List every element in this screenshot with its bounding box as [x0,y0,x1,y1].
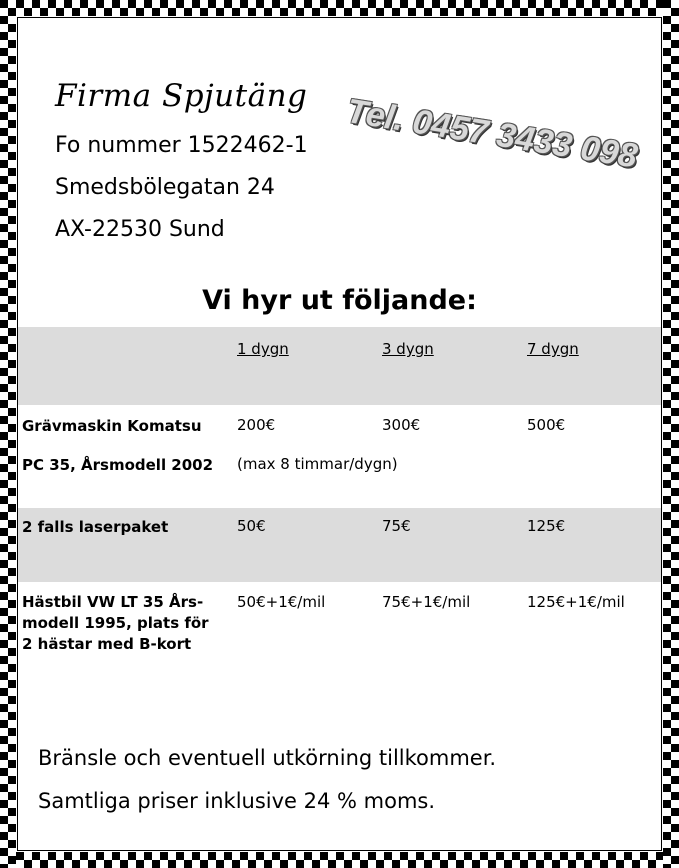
header-band [18,327,661,405]
price-cell: 200€ [237,416,276,434]
checkered-border-top [0,0,679,16]
checkered-border-right [663,0,679,868]
price-cell: 75€ [382,517,411,535]
phone-number: Tel. 0457 3433 098 [344,92,641,176]
checkered-border-left [0,0,16,868]
row-sublabel-excavator: PC 35, Årsmodell 2002 [22,456,214,474]
row-label-laser: 2 falls laserpaket [22,518,169,536]
footer-note-fuel: Bränsle och eventuell utkörning tillkommer. [38,746,497,770]
price-cell: 300€ [382,416,421,434]
page-heading: Vi hyr ut följande: [202,285,477,316]
price-cell: 125€+1€/mil [527,593,625,611]
org-number: Fo nummer 1522462-1 [55,133,308,158]
row-label-excavator: Grävmaskin Komatsu [22,417,202,435]
checkered-border-bottom [0,852,679,868]
price-cell: 50€ [237,517,266,535]
street-address: Smedsbölegatan 24 [55,175,275,200]
label-line: Hästbil VW LT 35 Års- [22,593,204,611]
price-cell: 500€ [527,416,566,434]
label-line: 2 hästar med B-kort [22,635,192,653]
postal-address: AX-22530 Sund [55,217,225,242]
footer-note-vat: Samtliga priser inklusive 24 % moms. [38,789,436,813]
column-header-7-days: 7 dygn [527,340,579,358]
column-header-1-day: 1 dygn [237,340,289,358]
company-name: Firma Spjutäng [55,78,308,114]
price-cell: 50€+1€/mil [237,593,326,611]
row-label-horse-trailer [22,592,209,655]
price-cell: 75€+1€/mil [382,593,471,611]
price-cell: 125€ [527,517,566,535]
column-header-3-days: 3 dygn [382,340,434,358]
label-line: modell 1995, plats för [22,614,209,632]
row-note-hours: (max 8 timmar/dygn) [237,455,398,473]
